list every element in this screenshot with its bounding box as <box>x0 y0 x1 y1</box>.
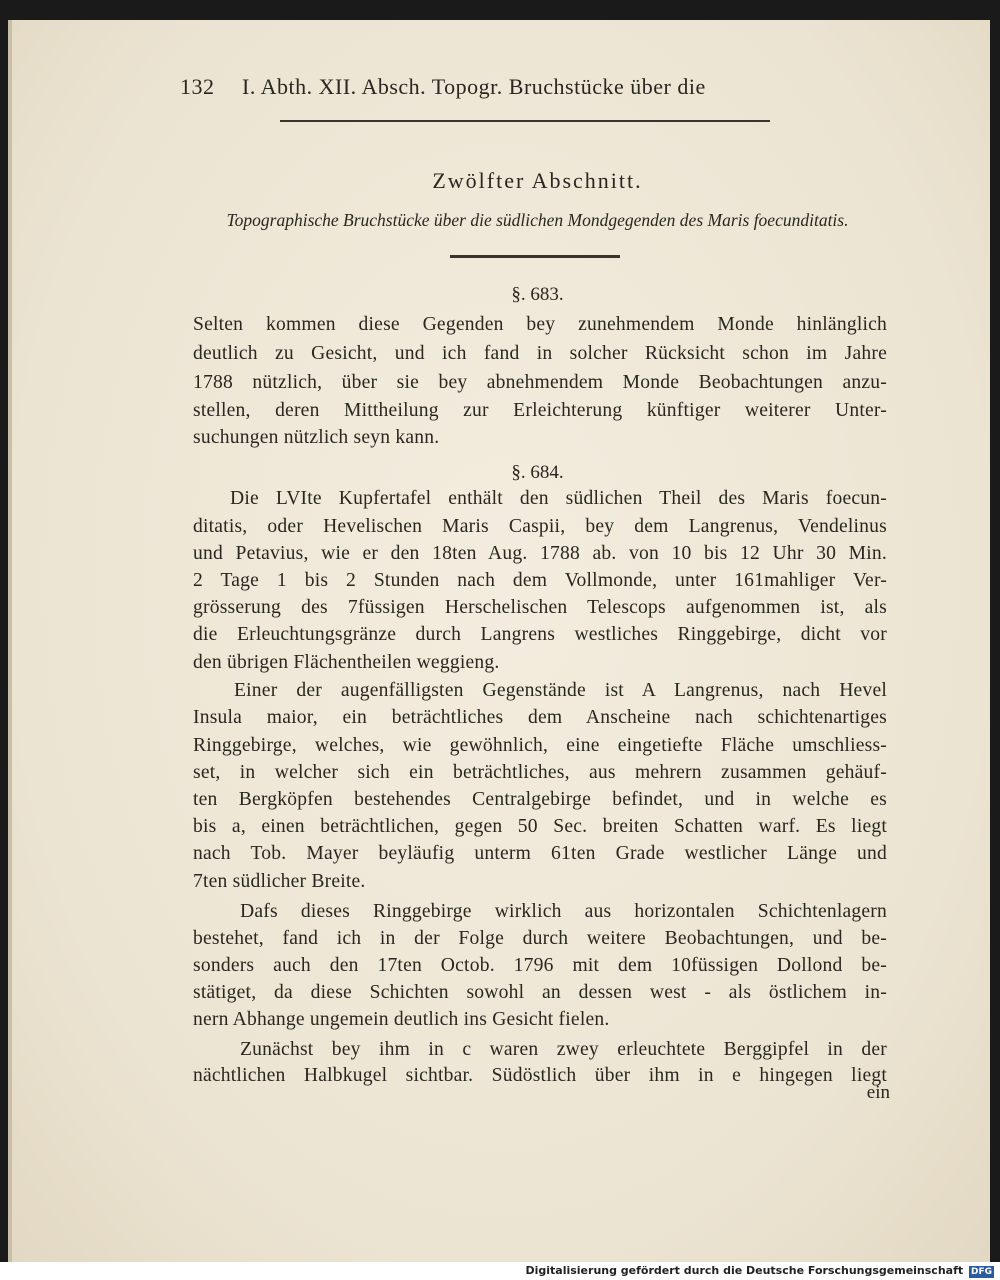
text-line: 7ten südlicher Breite. <box>193 871 366 892</box>
section-number: §. 684. <box>511 462 564 483</box>
running-title: I. Abth. XII. Absch. Topogr. Bruchstücke über die <box>242 74 706 99</box>
text-line: set, in welcher sich ein beträchtliches, aus mehrern zusammen gehäuf- <box>193 762 887 783</box>
text-line: Dafs dieses Ringgebirge wirklich aus horizontalen Schichtenlagern <box>240 901 887 922</box>
text-line: Selten kommen diese Gegenden bey zunehmendem Monde hinlänglich <box>193 314 887 335</box>
text-line: Zunächst bey ihm in c waren zwey erleuchtete Berggipfel in der <box>240 1039 887 1060</box>
text-line: Einer der augenfälligsten Gegenstände ist A Langrenus, nach Hevel <box>234 680 887 701</box>
text-line: nächtlichen Halbkugel sichtbar. Südöstlich über ihm in e hingegen liegt <box>193 1065 887 1086</box>
chapter-title: Zwölfter Abschnitt. <box>432 168 643 193</box>
text-line: und Petavius, wie er den 18ten Aug. 1788 ab. von 10 bis 12 Uhr 30 Min. <box>193 543 887 564</box>
text-line: stätiget, da diese Schichten sowohl an dessen west - als östlichem in- <box>193 982 887 1003</box>
section-number: §. 683. <box>511 284 564 305</box>
text-line: suchungen nützlich seyn kann. <box>193 427 440 448</box>
text-line: sonders auch den 17ten Octob. 1796 mit dem 10füssigen Dollond be- <box>193 955 887 976</box>
text-line: die Erleuchtungsgränze durch Langrens westliches Ringgebirge, dicht vor <box>193 624 887 645</box>
text-line: Ringgebirge, welches, wie gewöhnlich, eine eingetiefte Fläche umschliess- <box>193 735 887 756</box>
text-line: 1788 nützlich, über sie bey abnehmendem Monde Beobachtungen anzu- <box>193 372 887 393</box>
dfg-logo-icon: DFG <box>970 1267 992 1277</box>
text-line: Die LVIte Kupfertafel enthält den südlichen Theil des Maris foecun- <box>230 488 887 509</box>
chapter-subtitle: Topographische Bruchstücke über die südlichen Mondgegenden des Maris foecunditatis. <box>226 210 849 230</box>
text-line: grösserung des 7füssigen Herschelischen Telescops aufgenommen ist, als <box>193 597 887 618</box>
running-header <box>180 70 895 106</box>
text-line: den übrigen Flächentheilen weggieng. <box>193 652 500 673</box>
text-line: 2 Tage 1 bis 2 Stunden nach dem Vollmonde, unter 161mahliger Ver- <box>193 570 887 591</box>
credit-text: Digitalisierung gefördert durch die Deutsche Forschungsgemeinschaft <box>525 1264 964 1277</box>
chapter-rule <box>450 255 620 258</box>
text-line: deutlich zu Gesicht, und ich fand in solcher Rücksicht schon im Jahre <box>193 343 887 364</box>
catchword: ein <box>866 1082 890 1103</box>
text-line: bis a, einen beträchtlichen, gegen 50 Sec. breiten Schatten warf. Es liegt <box>193 816 887 837</box>
header-rule <box>280 120 770 122</box>
text-line: ditatis, oder Hevelischen Maris Caspii, bey dem Langrenus, Vendelinus <box>193 516 887 537</box>
text-line: stellen, deren Mittheilung zur Erleichterung künftiger weiterer Unter- <box>193 400 887 421</box>
text-line: ten Bergköpfen bestehendes Centralgebirge befindet, und in welche es <box>193 789 887 810</box>
text-line: nern Abhange ungemein deutlich ins Gesicht fielen. <box>193 1009 610 1030</box>
text-line: nach Tob. Mayer beyläufig unterm 61ten Grade westlicher Länge und <box>193 843 887 864</box>
text-line: Insula maior, ein beträchtliches dem Anscheine nach schichtenartiges <box>193 707 887 728</box>
text-line: bestehet, fand ich in der Folge durch weitere Beobachtungen, und be- <box>193 928 887 949</box>
digitization-credit <box>525 1262 994 1280</box>
page-number: 132 <box>180 74 215 99</box>
